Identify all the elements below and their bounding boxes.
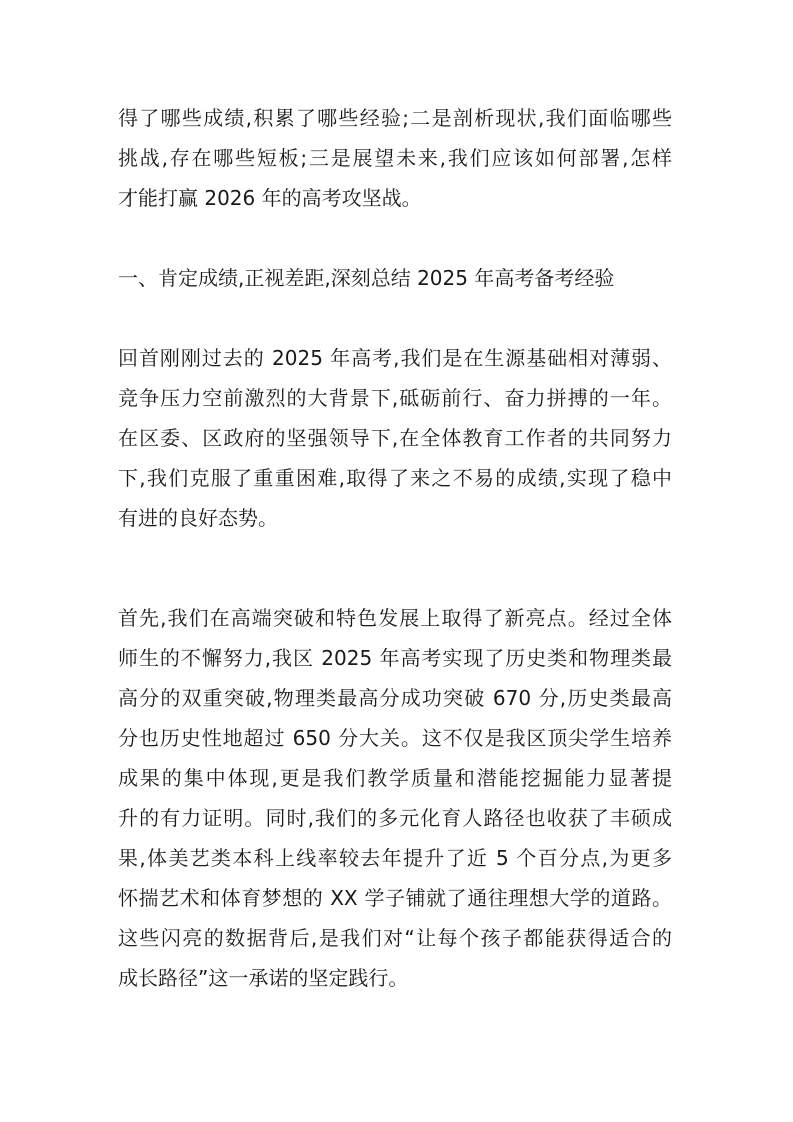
paragraph-line: 有进的良好态势。 [118, 506, 278, 530]
paragraph-line: 得了哪些成绩,积累了哪些经验;二是剖析现状,我们面临哪些 [118, 106, 672, 130]
paragraph-line: 高分的双重突破,物理类最高分成功突破 670 分,历史类最高 [118, 686, 672, 710]
paragraph-line: 分也历史性地超过 650 分大关。这不仅是我区顶尖学生培养 [118, 726, 672, 750]
paragraph-line: 升的有力证明。同时,我们的多元化育人路径也收获了丰硕成 [118, 806, 672, 830]
section-heading: 一、肯定成绩,正视差距,深刻总结 2025 年高考备考经验 [118, 266, 615, 290]
paragraph-line: 成长路径”这一承诺的坚定践行。 [118, 966, 409, 990]
paragraph-line: 这些闪亮的数据背后,是我们对“让每个孩子都能获得适合的 [118, 926, 672, 950]
paragraph-line: 在区委、区政府的坚强领导下,在全体教育工作者的共同努力 [118, 426, 672, 450]
paragraph-line: 回首刚刚过去的 2025 年高考,我们是在生源基础相对薄弱、 [118, 346, 672, 370]
paragraph-line: 首先,我们在高端突破和特色发展上取得了新亮点。经过全体 [118, 606, 672, 630]
paragraph-line: 下,我们克服了重重困难,取得了来之不易的成绩,实现了稳中 [118, 466, 672, 490]
paragraph-line: 才能打赢 2026 年的高考攻坚战。 [118, 186, 422, 210]
paragraph-line: 果,体美艺类本科上线率较去年提升了近 5 个百分点,为更多 [118, 846, 672, 870]
paragraph-line: 挑战,存在哪些短板;三是展望未来,我们应该如何部署,怎样 [118, 146, 672, 170]
paragraph-line: 怀揣艺术和体育梦想的 XX 学子铺就了通往理想大学的道路。 [118, 886, 672, 910]
paragraph-line: 成果的集中体现,更是我们教学质量和潜能挖掘能力显著提 [118, 766, 672, 790]
paragraph-line: 师生的不懈努力,我区 2025 年高考实现了历史类和物理类最 [118, 646, 672, 670]
paragraph-line: 竞争压力空前激烈的大背景下,砥砺前行、奋力拼搏的一年。 [118, 386, 672, 410]
